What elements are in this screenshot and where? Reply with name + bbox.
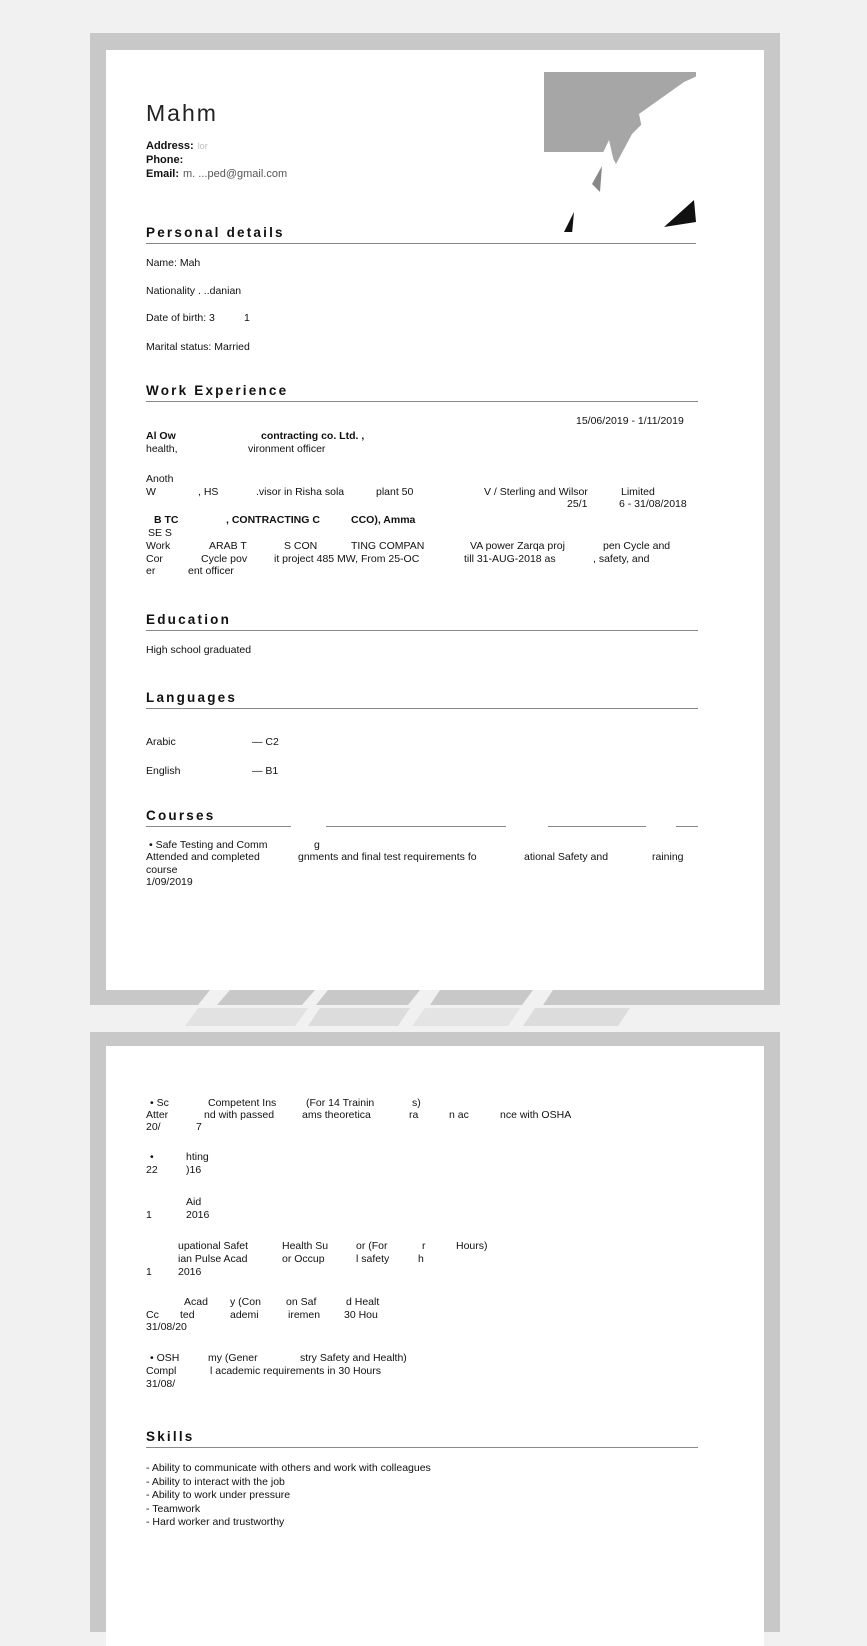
course6-i: 30 Hou	[344, 1309, 378, 1321]
course7-d: Compl	[146, 1365, 177, 1377]
section-divider	[146, 243, 696, 244]
course2-h: ra	[409, 1109, 419, 1121]
course1-title: • Safe Testing and Comm	[149, 839, 268, 851]
course2-i: n ac	[449, 1109, 469, 1121]
course6-g: ademi	[230, 1309, 259, 1321]
course5-e: Hours)	[456, 1240, 488, 1252]
course5-j: 1	[146, 1266, 152, 1278]
course6-c: on Saf	[286, 1296, 317, 1308]
personal-dob: Date of birth: 3	[146, 312, 215, 324]
course4-a: Aid	[186, 1196, 202, 1208]
email-line	[146, 168, 287, 180]
course1-date: 1/09/2019	[146, 876, 193, 888]
course5-g: or Occup	[282, 1253, 325, 1265]
logo-graphic	[544, 72, 706, 232]
course1-title-tail: g	[314, 839, 320, 851]
language-level: — B1	[252, 765, 279, 777]
section-divider	[146, 401, 698, 402]
course2-b: Competent Ins	[208, 1097, 277, 1109]
job3-c: CCO), Amma	[351, 514, 416, 526]
job3-n: till 31-AUG-2018 as	[464, 553, 556, 565]
course3-b: hting	[186, 1151, 209, 1163]
section-divider	[146, 826, 291, 827]
job1-role-a: health,	[146, 443, 178, 455]
skill-item: - Hard worker and trustworthy	[146, 1516, 285, 1528]
course5-i: h	[418, 1253, 424, 1265]
job2-a: Anoth	[146, 473, 174, 485]
job3-i: VA power Zarqa proj	[470, 540, 565, 552]
skill-item: - Teamwork	[146, 1502, 201, 1515]
course6-h: iremen	[288, 1309, 321, 1321]
course5-a: upational Safet	[178, 1240, 249, 1252]
skill-item: - Ability to interact with the job	[146, 1475, 285, 1488]
job2-h: 25/1	[567, 498, 588, 510]
job2-f: V / Sterling and Wilsor	[484, 486, 588, 498]
personal-name: Name: Mah	[146, 257, 201, 269]
job3-f: ARAB T	[209, 540, 247, 552]
job3-g: S CON	[284, 540, 318, 552]
course7-f: 31/08/	[146, 1378, 176, 1390]
course2-a: • Sc	[150, 1097, 169, 1109]
job2-b: W	[146, 486, 156, 498]
page-break-stripes	[90, 990, 780, 1038]
job3-h: TING COMPAN	[351, 540, 425, 552]
section-title-courses: Courses	[146, 808, 216, 823]
course1-desc-c: ational Safety and	[524, 851, 609, 863]
section-divider	[676, 826, 698, 827]
course1-desc-d: raining	[652, 851, 684, 863]
course3-a: •	[150, 1151, 154, 1163]
course6-f: ted	[180, 1309, 195, 1321]
course7-e: l academic requirements in 30 Hours	[210, 1365, 381, 1377]
course2-k: 20/	[146, 1121, 161, 1133]
personal-dob-tail: 1	[244, 312, 250, 324]
job3-m: it project 485 MW, From 25-OC	[274, 553, 420, 565]
course1-desc-b: gnments and final test requirements fo	[298, 851, 477, 863]
course7-c: stry Safety and Health)	[300, 1352, 407, 1364]
course5-k: 2016	[178, 1266, 202, 1278]
email-label: Email:	[146, 168, 180, 180]
job2-g: Limited	[621, 486, 655, 498]
course6-b: y (Con	[230, 1296, 261, 1308]
section-divider	[326, 826, 506, 827]
job3-l: Cycle pov	[201, 553, 248, 565]
section-divider	[146, 708, 698, 709]
course2-j: nce with OSHA	[500, 1109, 572, 1121]
course1-desc-e: course	[146, 864, 178, 876]
course6-e: Cc	[146, 1309, 159, 1321]
job3-b: , CONTRACTING C	[226, 514, 320, 526]
address-value: lor	[197, 141, 208, 151]
resume-page-2	[106, 1046, 764, 1646]
course5-f: ian Pulse Acad	[178, 1253, 248, 1265]
course5-c: or (For	[356, 1240, 388, 1252]
job3-p: er	[146, 565, 156, 577]
job2-e: plant 50	[376, 486, 414, 498]
section-title-skills: Skills	[146, 1429, 195, 1444]
course2-g: ams theoretica	[302, 1109, 371, 1121]
job3-d: SE S	[148, 527, 172, 539]
address-line	[146, 140, 208, 152]
education-text: High school graduated	[146, 644, 252, 656]
skill-item: - Ability to work under pressure	[146, 1489, 291, 1501]
email-value: m. ...ped@gmail.com	[183, 168, 288, 180]
course5-d: r	[422, 1240, 426, 1252]
section-divider	[146, 630, 698, 631]
course7-b: my (Gener	[208, 1352, 258, 1364]
language-level: — C2	[252, 736, 279, 748]
section-title-work: Work Experience	[146, 383, 289, 398]
job2-i: 6 - 31/08/2018	[619, 498, 687, 510]
course6-d: d Healt	[346, 1296, 380, 1308]
job3-a: B TC	[154, 514, 179, 526]
course1-desc-a: Attended and completed	[146, 851, 260, 863]
course2-l: 7	[196, 1121, 202, 1133]
address-label: Address:	[146, 140, 194, 152]
course6-j: 31/08/20	[146, 1321, 187, 1333]
job1-employer-a: Al Ow	[146, 430, 176, 442]
course2-c: (For 14 Trainin	[306, 1097, 375, 1109]
skill-item: - Ability to communicate with others and work with colleagues	[146, 1462, 431, 1474]
language-name: Arabic	[146, 736, 176, 748]
course2-f: nd with passed	[204, 1109, 275, 1121]
personal-marital: Marital status: Married	[146, 341, 250, 353]
job1-employer-b: contracting co. Ltd. ,	[261, 430, 365, 442]
section-title-languages: Languages	[146, 690, 238, 705]
course5-h: l safety	[356, 1253, 390, 1265]
section-title-personal: Personal details	[146, 225, 285, 240]
course5-b: Health Su	[282, 1240, 329, 1252]
job3-e: Work	[146, 540, 171, 552]
section-divider	[548, 826, 646, 827]
job1-role-b: vironment officer	[248, 443, 326, 455]
phone-label: Phone:	[146, 154, 184, 166]
course3-d: )16	[186, 1164, 202, 1176]
section-divider	[146, 1447, 698, 1448]
course3-c: 22	[146, 1164, 158, 1176]
course4-c: 2016	[186, 1209, 210, 1221]
skills-list	[146, 1462, 431, 1530]
job3-q: ent officer	[188, 565, 234, 577]
course7-a: • OSH	[150, 1352, 180, 1364]
candidate-name: Mahm	[146, 100, 218, 126]
job2-c: , HS	[198, 486, 219, 498]
job3-o: , safety, and	[593, 553, 650, 565]
section-title-education: Education	[146, 612, 232, 627]
job3-j: pen Cycle and	[603, 540, 671, 552]
resume-page-1	[106, 50, 764, 992]
personal-nationality: Nationality . ..danian	[146, 285, 242, 297]
course2-d: s)	[412, 1097, 421, 1109]
course2-e: Atter	[146, 1109, 169, 1121]
job1-dates: 15/06/2019 - 1/11/2019	[576, 415, 684, 427]
language-name: English	[146, 765, 181, 777]
course6-a: Acad	[184, 1296, 208, 1308]
job3-k: Cor	[146, 553, 163, 565]
job2-d: .visor in Risha sola	[256, 486, 345, 498]
course4-b: 1	[146, 1209, 152, 1221]
